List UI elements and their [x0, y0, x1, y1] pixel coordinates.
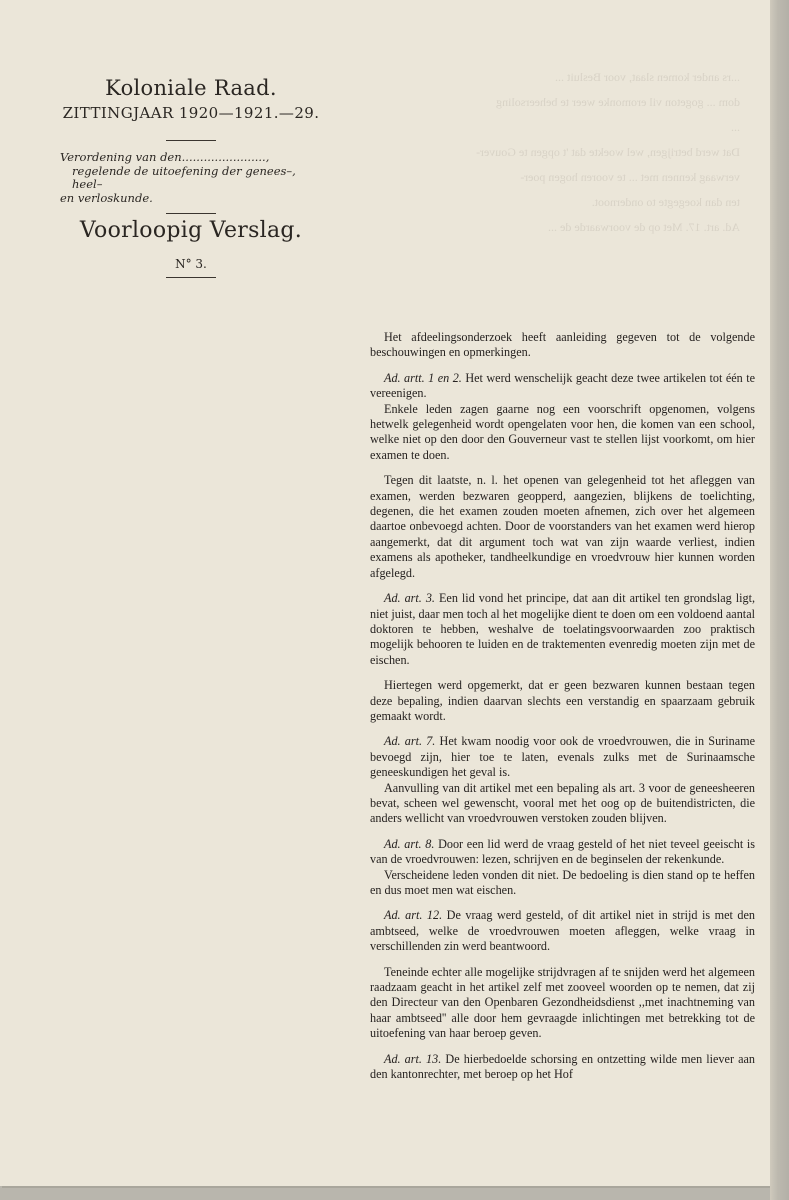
- header-block: [60, 70, 322, 278]
- paragraph: Ad. art. 8. Door een lid werd de vraag gesteld of het niet teveel geeischt is van de vroedvrouwen: lezen, schrijven en de beginselen der rekenkunde.: [370, 836, 756, 867]
- paragraph: Enkele leden zagen gaarne nog een voorschrift opgenomen, volgens hetwelk gelegenheid wordt opengelaten voor hen, die komen van een school, welke niet op den door den Gouverneur vast te stellen lijst voorkomt, om hier examen te doen.: [370, 401, 755, 462]
- council-title: Koloniale Raad.: [105, 76, 277, 100]
- article-ref: Ad. artt. 1 en 2.: [384, 370, 462, 385]
- paragraph: Ad. art. 13. De hierbedoelde schorsing en ontzetting wilde men liever aan den kantonrechter, met beroep op het Hof: [370, 1051, 756, 1082]
- paragraph: Hiertegen werd opgemerkt, dat er geen bezwaren kunnen bestaan tegen deze bepaling, indien daarvan slechts een verstandig en spaarzaam gebruik gemaakt wordt.: [370, 678, 755, 723]
- subject-line: en verloskunde.: [60, 190, 153, 205]
- document-number: N° 3.: [175, 257, 207, 271]
- subject-line: Verordening van den.......................,: [60, 150, 270, 164]
- bleed-through-text: ...rs ander komen slaat, voor Besluit ... dom ... gogeton vil eromonke weer te beheersoling ... Dat werd betrijgen, wel woekte dat 't opgen te Gouver- verwaag kennen met ... te vooren hogen poer- ten dan koegegte to ondernoot. Ad. art. 17. Met op de voorwaarde de ...: [476, 70, 740, 234]
- paragraph: Ad. art. 3. Een lid vond het principe, dat aan dit artikel ten grondslag ligt, niet juist, daar men toch al het mogelijke dient te doen om een voldoend aantal doktoren te hebben, weshalve de toelatingsvoorwaarden zoo praktisch mogelijk behooren te luiden en de traktementen evenredig moeten zijn met de eischen.: [370, 591, 756, 667]
- subject-line: regelende de uitoefening der genees–, heel–: [72, 163, 296, 191]
- divider: [166, 277, 216, 278]
- article-ref: Ad. art. 7.: [384, 734, 436, 749]
- page-edge: [770, 0, 789, 1200]
- article-ref: Ad. art. 13.: [384, 1051, 442, 1066]
- paragraph: Teneinde echter alle mogelijke strijdvragen af te snijden werd het algemeen raadzaam geacht in het artikel zelf met zooveel woorden op te nemen, dat zij den Directeur van den Openbaren Gezondheidsdienst ,,met inachtneming van haar ambtseed'' alle door hem gevraagde inlichtingen met betrekking tot de uitoefening van haar beroep geven.: [370, 964, 755, 1041]
- divider: [166, 140, 216, 141]
- paragraph: Verscheidene leden vonden dit niet. De bedoeling is dien stand op te heffen en dus moet men wat eischen.: [370, 867, 755, 897]
- paragraph: Het afdeelingsonderzoek heeft aanleiding gegeven tot de volgende beschouwingen en opmerkingen.: [370, 330, 755, 360]
- report-title: Voorloopig Verslag.: [79, 218, 303, 243]
- paragraph: Ad. art. 12. De vraag werd gesteld, of dit artikel niet in strijd is met den ambtseed, welke de vroedvrouwen moeten afleggen, welke vraag in verschillenden zin werd beantwoord.: [370, 908, 755, 954]
- article-ref: Ad. art. 12.: [384, 908, 443, 923]
- paragraph: Aanvulling van dit artikel met een bepaling als art. 3 voor de geneesheeren bevat, scheen wel gewenscht, vooral met het oog op de buitendistricten, die anders wellicht van vroedvrouwen verstoken zouden blijven.: [370, 780, 755, 826]
- paragraph: Ad. artt. 1 en 2. Het werd wenschelijk geacht deze twee artikelen tot één te vereenigen.: [370, 370, 755, 401]
- article-ref: Ad. art. 8.: [384, 836, 435, 851]
- session-year: ZITTINGJAAR 1920—1921.—29.: [62, 104, 320, 122]
- divider: [166, 213, 216, 214]
- article-ref: Ad. art. 3.: [384, 591, 435, 606]
- subject: [60, 151, 315, 205]
- paragraph: Tegen dit laatste, n. l. het openen van gelegenheid tot het afleggen van examen, werden bezwaren geopperd, aangezien, blijkens de toelichting, degenen, die het examen zouden moeten afnemen, zich over het algemeen daartoe onbevoegd achten. Door de voorstanders van het examen werd hierop aangemerkt, dat dit argument toch wat van zijn waarde verliest, indien examens als apotheker, tandheelkundige en vroedvrouw hier kunnen worden afgelegd.: [370, 473, 755, 580]
- paragraph: Ad. art. 7. Het kwam noodig voor ook de vroedvrouwen, die in Suriname bevoegd zijn, hier toe te laten, evenals zulks met de Surinaamsche geneeskundigen het geval is.: [370, 734, 756, 780]
- report-body: [370, 330, 755, 1092]
